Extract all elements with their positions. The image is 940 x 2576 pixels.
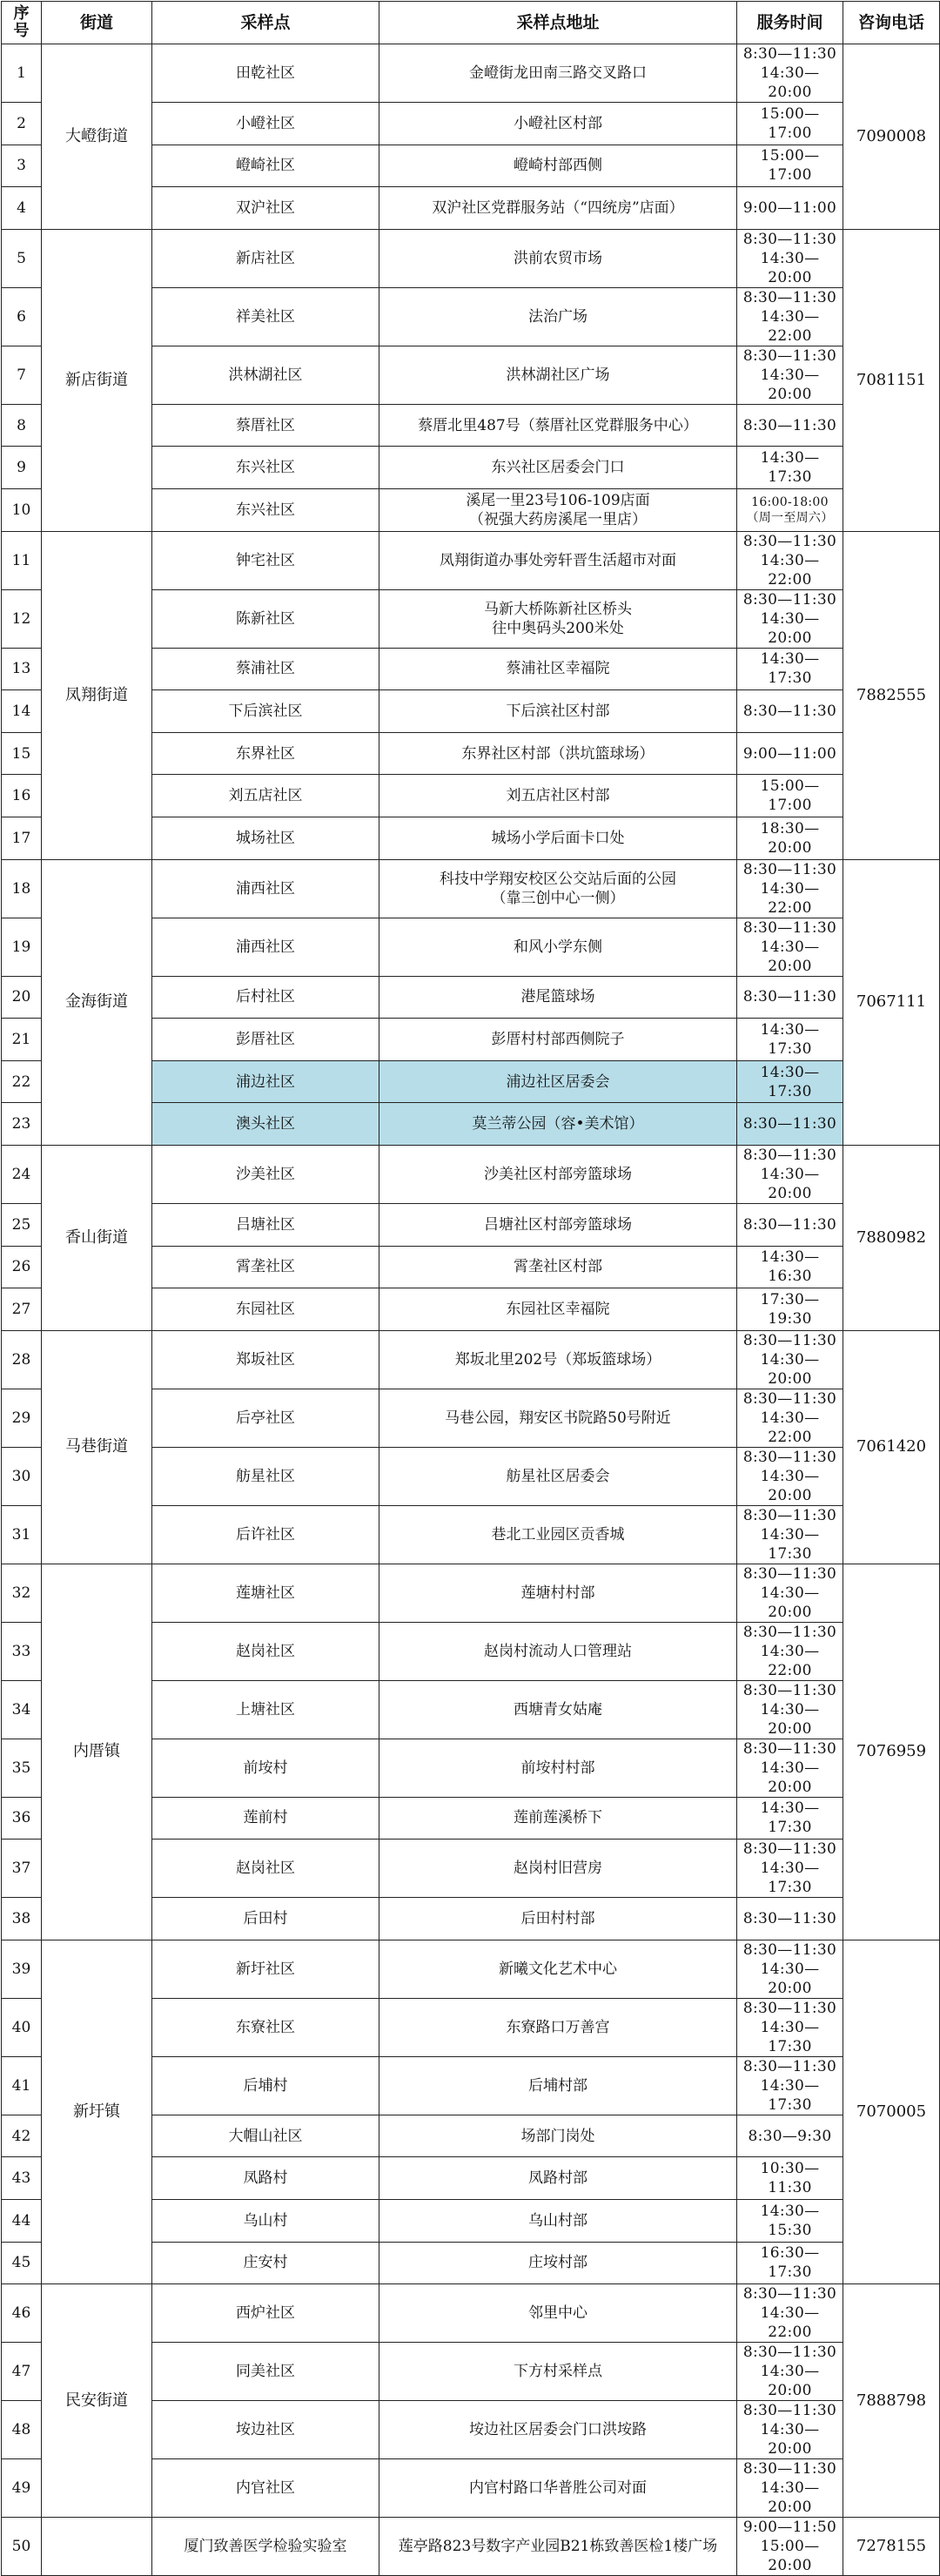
header-address: 采样点地址 — [379, 2, 737, 44]
row-number: 14 — [2, 690, 42, 733]
site-address: 城场小学后面卡口处 — [379, 817, 737, 859]
table-row — [2, 1940, 940, 1998]
service-time: 16:30—17:30 — [737, 2242, 843, 2284]
row-number: 19 — [2, 918, 42, 976]
service-time: 14:30—15:30 — [737, 2200, 843, 2243]
sampling-site: 彭厝社区 — [152, 1019, 379, 1061]
row-number: 7 — [2, 346, 42, 404]
sampling-sites-table — [1, 1, 940, 2576]
sampling-site: 蔡厝社区 — [152, 404, 379, 447]
sampling-site: 垵边社区 — [152, 2401, 379, 2459]
row-number: 42 — [2, 2115, 42, 2157]
table-row — [2, 2518, 940, 2576]
service-time: 8:30—11:30 — [737, 1898, 843, 1940]
sampling-site: 内官社区 — [152, 2459, 379, 2518]
row-number: 46 — [2, 2284, 42, 2343]
header-time: 服务时间 — [737, 2, 843, 44]
service-time: 8:30—11:30 14:30—22:00 — [737, 1622, 843, 1680]
service-time: 8:30—11:30 14:30—20:00 — [737, 1940, 843, 1998]
service-time: 8:30—11:30 14:30—22:00 — [737, 2284, 843, 2343]
sampling-site: 庄安村 — [152, 2242, 379, 2284]
site-address: 沙美社区村部旁篮球场 — [379, 1145, 737, 1203]
service-time: 8:30—11:30 14:30—20:00 — [737, 1330, 843, 1389]
site-address: 嶝崎村部西侧 — [379, 145, 737, 187]
table-row — [2, 531, 940, 589]
site-address: 溪尾一里23号106-109店面 （祝强大药房溪尾一里店） — [379, 488, 737, 531]
sampling-site: 东兴社区 — [152, 488, 379, 531]
site-address: 法治广场 — [379, 287, 737, 346]
sampling-site: 新圩社区 — [152, 1940, 379, 1998]
site-address: 东寮路口万善宫 — [379, 1998, 737, 2056]
sampling-site: 钟宅社区 — [152, 531, 379, 589]
sampling-site: 浦西社区 — [152, 918, 379, 976]
table-row — [2, 229, 940, 287]
sampling-site: 浦西社区 — [152, 859, 379, 918]
service-time: 8:30—11:30 14:30—20:00 — [737, 44, 843, 103]
sampling-site: 陈新社区 — [152, 589, 379, 648]
street-cell: 马巷街道 — [42, 1330, 152, 1564]
row-number: 26 — [2, 1246, 42, 1288]
site-address: 前垵村村部 — [379, 1739, 737, 1797]
service-time: 8:30—11:30 14:30—17:30 — [737, 1505, 843, 1564]
row-number: 9 — [2, 447, 42, 489]
header-phone: 咨询电话 — [843, 2, 940, 44]
table-row — [2, 1330, 940, 1389]
row-number: 50 — [2, 2518, 42, 2576]
row-number: 22 — [2, 1060, 42, 1103]
phone-cell: 7061420 — [843, 1330, 940, 1564]
site-address: 垵边社区居委会门口洪垵路 — [379, 2401, 737, 2459]
site-address: 赵岗村旧营房 — [379, 1840, 737, 1898]
site-address: 庄垵村部 — [379, 2242, 737, 2284]
service-time: 8:30—11:30 14:30—22:00 — [737, 287, 843, 346]
row-number: 48 — [2, 2401, 42, 2459]
sampling-site: 厦门致善医学检验实验室 — [152, 2518, 379, 2576]
phone-cell: 7090008 — [843, 44, 940, 230]
row-number: 8 — [2, 404, 42, 447]
service-time: 9:00—11:50 15:00—20:00 — [737, 2518, 843, 2576]
phone-cell: 7081151 — [843, 229, 940, 531]
service-time: 8:30—11:30 14:30—17:30 — [737, 2056, 843, 2115]
sampling-site: 双沪社区 — [152, 187, 379, 230]
sampling-site: 后许社区 — [152, 1505, 379, 1564]
site-address: 马新大桥陈新社区桥头 往中奥码头200米处 — [379, 589, 737, 648]
service-time: 14:30—17:30 — [737, 1797, 843, 1840]
service-time: 14:30—17:30 — [737, 1019, 843, 1061]
row-number: 43 — [2, 2157, 42, 2200]
site-address: 小嶝社区村部 — [379, 103, 737, 145]
table-body — [2, 44, 940, 2576]
service-time: 8:30—11:30 14:30—20:00 — [737, 2459, 843, 2518]
service-time: 10:30—11:30 — [737, 2157, 843, 2200]
row-number: 45 — [2, 2242, 42, 2284]
service-time: 8:30—11:30 14:30—22:00 — [737, 859, 843, 918]
street-cell: 香山街道 — [42, 1145, 152, 1330]
row-number: 32 — [2, 1564, 42, 1622]
sampling-site: 前垵村 — [152, 1739, 379, 1797]
site-address: 乌山村部 — [379, 2200, 737, 2243]
service-time: 16:00-18:00 （周一至周六） — [737, 488, 843, 531]
street-cell: 民安街道 — [42, 2284, 152, 2518]
row-number: 28 — [2, 1330, 42, 1389]
service-time: 15:00—17:00 — [737, 103, 843, 145]
sampling-site: 后田村 — [152, 1898, 379, 1940]
site-address: 下后滨社区村部 — [379, 690, 737, 733]
street-cell: 新店街道 — [42, 229, 152, 531]
sampling-site: 嶝崎社区 — [152, 145, 379, 187]
phone-cell: 7070005 — [843, 1940, 940, 2283]
sampling-site: 凤路村 — [152, 2157, 379, 2200]
site-address: 邻里中心 — [379, 2284, 737, 2343]
street-cell: 金海街道 — [42, 859, 152, 1145]
service-time: 8:30—11:30 14:30—20:00 — [737, 2343, 843, 2401]
service-time: 8:30—11:30 — [737, 690, 843, 733]
service-time: 8:30—11:30 14:30—20:00 — [737, 2401, 843, 2459]
sampling-site: 城场社区 — [152, 817, 379, 859]
site-address: 刘五店社区村部 — [379, 775, 737, 817]
sampling-site: 霄垄社区 — [152, 1246, 379, 1288]
street-cell: 大嶝街道 — [42, 44, 152, 230]
sampling-site: 下后滨社区 — [152, 690, 379, 733]
site-address: 洪前农贸市场 — [379, 229, 737, 287]
service-time: 14:30—17:30 — [737, 648, 843, 690]
site-address: 下方村采样点 — [379, 2343, 737, 2401]
sampling-site: 后亭社区 — [152, 1389, 379, 1447]
site-address: 莲塘村村部 — [379, 1564, 737, 1622]
sampling-site: 蔡浦社区 — [152, 648, 379, 690]
phone-cell: 7067111 — [843, 859, 940, 1145]
phone-cell: 7880982 — [843, 1145, 940, 1330]
sampling-site: 澳头社区 — [152, 1103, 379, 1146]
service-time: 8:30—11:30 — [737, 1103, 843, 1146]
row-number: 29 — [2, 1389, 42, 1447]
site-address: 港尾篮球场 — [379, 976, 737, 1019]
sampling-site: 沙美社区 — [152, 1145, 379, 1203]
site-address: 郑坂北里202号（郑坂篮球场） — [379, 1330, 737, 1389]
site-address: 双沪社区党群服务站（“四统房”店面） — [379, 187, 737, 230]
sampling-site: 莲塘社区 — [152, 1564, 379, 1622]
row-number: 25 — [2, 1203, 42, 1246]
row-number: 30 — [2, 1447, 42, 1505]
sampling-site: 刘五店社区 — [152, 775, 379, 817]
row-number: 37 — [2, 1840, 42, 1898]
row-number: 1 — [2, 44, 42, 103]
site-address: 场部门岗处 — [379, 2115, 737, 2157]
service-time: 9:00—11:00 — [737, 732, 843, 775]
site-address: 东园社区幸福院 — [379, 1288, 737, 1331]
row-number: 5 — [2, 229, 42, 287]
row-number: 40 — [2, 1998, 42, 2056]
phone-cell: 7888798 — [843, 2284, 940, 2518]
service-time: 9:00—11:00 — [737, 187, 843, 230]
street-cell — [42, 2518, 152, 2576]
row-number: 33 — [2, 1622, 42, 1680]
sampling-site: 东寮社区 — [152, 1998, 379, 2056]
site-address: 西塘青女姑庵 — [379, 1680, 737, 1739]
site-address: 洪林湖社区广场 — [379, 346, 737, 404]
sampling-site: 赵岗社区 — [152, 1840, 379, 1898]
service-time: 8:30—11:30 — [737, 1203, 843, 1246]
service-time: 8:30—11:30 14:30—20:00 — [737, 1564, 843, 1622]
header-street: 街道 — [42, 2, 152, 44]
street-cell: 凤翔街道 — [42, 531, 152, 859]
sampling-site: 大帽山社区 — [152, 2115, 379, 2157]
site-address: 后埔村部 — [379, 2056, 737, 2115]
street-cell: 新圩镇 — [42, 1940, 152, 2283]
row-number: 20 — [2, 976, 42, 1019]
site-address: 浦边社区居委会 — [379, 1060, 737, 1103]
site-address: 莲前莲溪桥下 — [379, 1797, 737, 1840]
sampling-site: 赵岗社区 — [152, 1622, 379, 1680]
sampling-site: 乌山村 — [152, 2200, 379, 2243]
service-time: 8:30—11:30 14:30—20:00 — [737, 1680, 843, 1739]
row-number: 38 — [2, 1898, 42, 1940]
site-address: 蔡厝北里487号（蔡厝社区党群服务中心） — [379, 404, 737, 447]
row-number: 18 — [2, 859, 42, 918]
sampling-site: 东兴社区 — [152, 447, 379, 489]
site-address: 莲亭路823号数字产业园B21栋致善医检1楼广场 — [379, 2518, 737, 2576]
service-time: 8:30—11:30 14:30—20:00 — [737, 589, 843, 648]
service-time: 8:30—11:30 14:30—17:30 — [737, 1998, 843, 2056]
sampling-site: 同美社区 — [152, 2343, 379, 2401]
site-address: 科技中学翔安校区公交站后面的公园 （靠三创中心一侧） — [379, 859, 737, 918]
site-address: 后田村村部 — [379, 1898, 737, 1940]
row-number: 4 — [2, 187, 42, 230]
service-time: 8:30—11:30 14:30—20:00 — [737, 229, 843, 287]
table-row — [2, 44, 940, 103]
service-time: 8:30—11:30 14:30—22:00 — [737, 1389, 843, 1447]
phone-cell: 7882555 — [843, 531, 940, 859]
row-number: 11 — [2, 531, 42, 589]
row-number: 27 — [2, 1288, 42, 1331]
row-number: 21 — [2, 1019, 42, 1061]
site-address: 东兴社区居委会门口 — [379, 447, 737, 489]
site-address: 内官村路口华普胜公司对面 — [379, 2459, 737, 2518]
site-address: 金嶝街龙田南三路交叉路口 — [379, 44, 737, 103]
row-number: 44 — [2, 2200, 42, 2243]
sampling-site: 祥美社区 — [152, 287, 379, 346]
sampling-site: 后埔村 — [152, 2056, 379, 2115]
row-number: 2 — [2, 103, 42, 145]
row-number: 3 — [2, 145, 42, 187]
service-time: 8:30—11:30 14:30—20:00 — [737, 1447, 843, 1505]
row-number: 13 — [2, 648, 42, 690]
site-address: 凤翔街道办事处旁轩晋生活超市对面 — [379, 531, 737, 589]
header-row — [2, 2, 940, 44]
sampling-site: 小嶝社区 — [152, 103, 379, 145]
header-site: 采样点 — [152, 2, 379, 44]
row-number: 36 — [2, 1797, 42, 1840]
row-number: 6 — [2, 287, 42, 346]
sampling-site: 郑坂社区 — [152, 1330, 379, 1389]
row-number: 10 — [2, 488, 42, 531]
row-number: 12 — [2, 589, 42, 648]
site-address: 凤路村部 — [379, 2157, 737, 2200]
table-row — [2, 859, 940, 918]
sampling-site: 舫星社区 — [152, 1447, 379, 1505]
sampling-site: 田乾社区 — [152, 44, 379, 103]
row-number: 34 — [2, 1680, 42, 1739]
row-number: 39 — [2, 1940, 42, 1998]
site-address: 吕塘社区村部旁篮球场 — [379, 1203, 737, 1246]
sampling-site: 上塘社区 — [152, 1680, 379, 1739]
table-row — [2, 2284, 940, 2343]
site-address: 霄垄社区村部 — [379, 1246, 737, 1288]
sampling-site: 洪林湖社区 — [152, 346, 379, 404]
header-no: 序号 — [2, 2, 42, 44]
phone-cell: 7278155 — [843, 2518, 940, 2576]
sampling-site: 西炉社区 — [152, 2284, 379, 2343]
service-time: 17:30—19:30 — [737, 1288, 843, 1331]
site-address: 蔡浦社区幸福院 — [379, 648, 737, 690]
row-number: 41 — [2, 2056, 42, 2115]
service-time: 8:30—11:30 14:30—17:30 — [737, 1840, 843, 1898]
service-time: 8:30—11:30 — [737, 404, 843, 447]
service-time: 8:30—11:30 14:30—20:00 — [737, 918, 843, 976]
site-address: 彭厝村村部西侧院子 — [379, 1019, 737, 1061]
site-address: 东界社区村部（洪坑篮球场） — [379, 732, 737, 775]
service-time: 8:30—11:30 14:30—20:00 — [737, 346, 843, 404]
sampling-site: 东界社区 — [152, 732, 379, 775]
service-time: 14:30—16:30 — [737, 1246, 843, 1288]
street-cell: 内厝镇 — [42, 1564, 152, 1940]
sampling-site: 新店社区 — [152, 229, 379, 287]
service-time: 8:30—11:30 14:30—20:00 — [737, 1739, 843, 1797]
service-time: 15:00—17:00 — [737, 775, 843, 817]
row-number: 35 — [2, 1739, 42, 1797]
sampling-site: 浦边社区 — [152, 1060, 379, 1103]
site-address: 莫兰蒂公园（容•美术馆） — [379, 1103, 737, 1146]
sampling-site: 莲前村 — [152, 1797, 379, 1840]
site-address: 巷北工业园区贡香城 — [379, 1505, 737, 1564]
row-number: 15 — [2, 732, 42, 775]
row-number: 17 — [2, 817, 42, 859]
row-number: 47 — [2, 2343, 42, 2401]
sampling-site: 后村社区 — [152, 976, 379, 1019]
site-address: 赵岗村流动人口管理站 — [379, 1622, 737, 1680]
service-time: 8:30—11:30 14:30—20:00 — [737, 1145, 843, 1203]
table-row — [2, 1145, 940, 1203]
site-address: 马巷公园，翔安区书院路50号附近 — [379, 1389, 737, 1447]
sampling-site: 吕塘社区 — [152, 1203, 379, 1246]
phone-cell: 7076959 — [843, 1564, 940, 1940]
row-number: 23 — [2, 1103, 42, 1146]
service-time: 8:30—9:30 — [737, 2115, 843, 2157]
row-number: 16 — [2, 775, 42, 817]
site-address: 新曦文化艺术中心 — [379, 1940, 737, 1998]
service-time: 14:30—17:30 — [737, 447, 843, 489]
service-time: 14:30—17:30 — [737, 1060, 843, 1103]
service-time: 15:00—17:00 — [737, 145, 843, 187]
service-time: 8:30—11:30 14:30—22:00 — [737, 531, 843, 589]
site-address: 舫星社区居委会 — [379, 1447, 737, 1505]
row-number: 24 — [2, 1145, 42, 1203]
row-number: 31 — [2, 1505, 42, 1564]
table-row — [2, 1564, 940, 1622]
service-time: 8:30—11:30 — [737, 976, 843, 1019]
row-number: 49 — [2, 2459, 42, 2518]
service-time: 18:30—20:00 — [737, 817, 843, 859]
sampling-site: 东园社区 — [152, 1288, 379, 1331]
site-address: 和风小学东侧 — [379, 918, 737, 976]
